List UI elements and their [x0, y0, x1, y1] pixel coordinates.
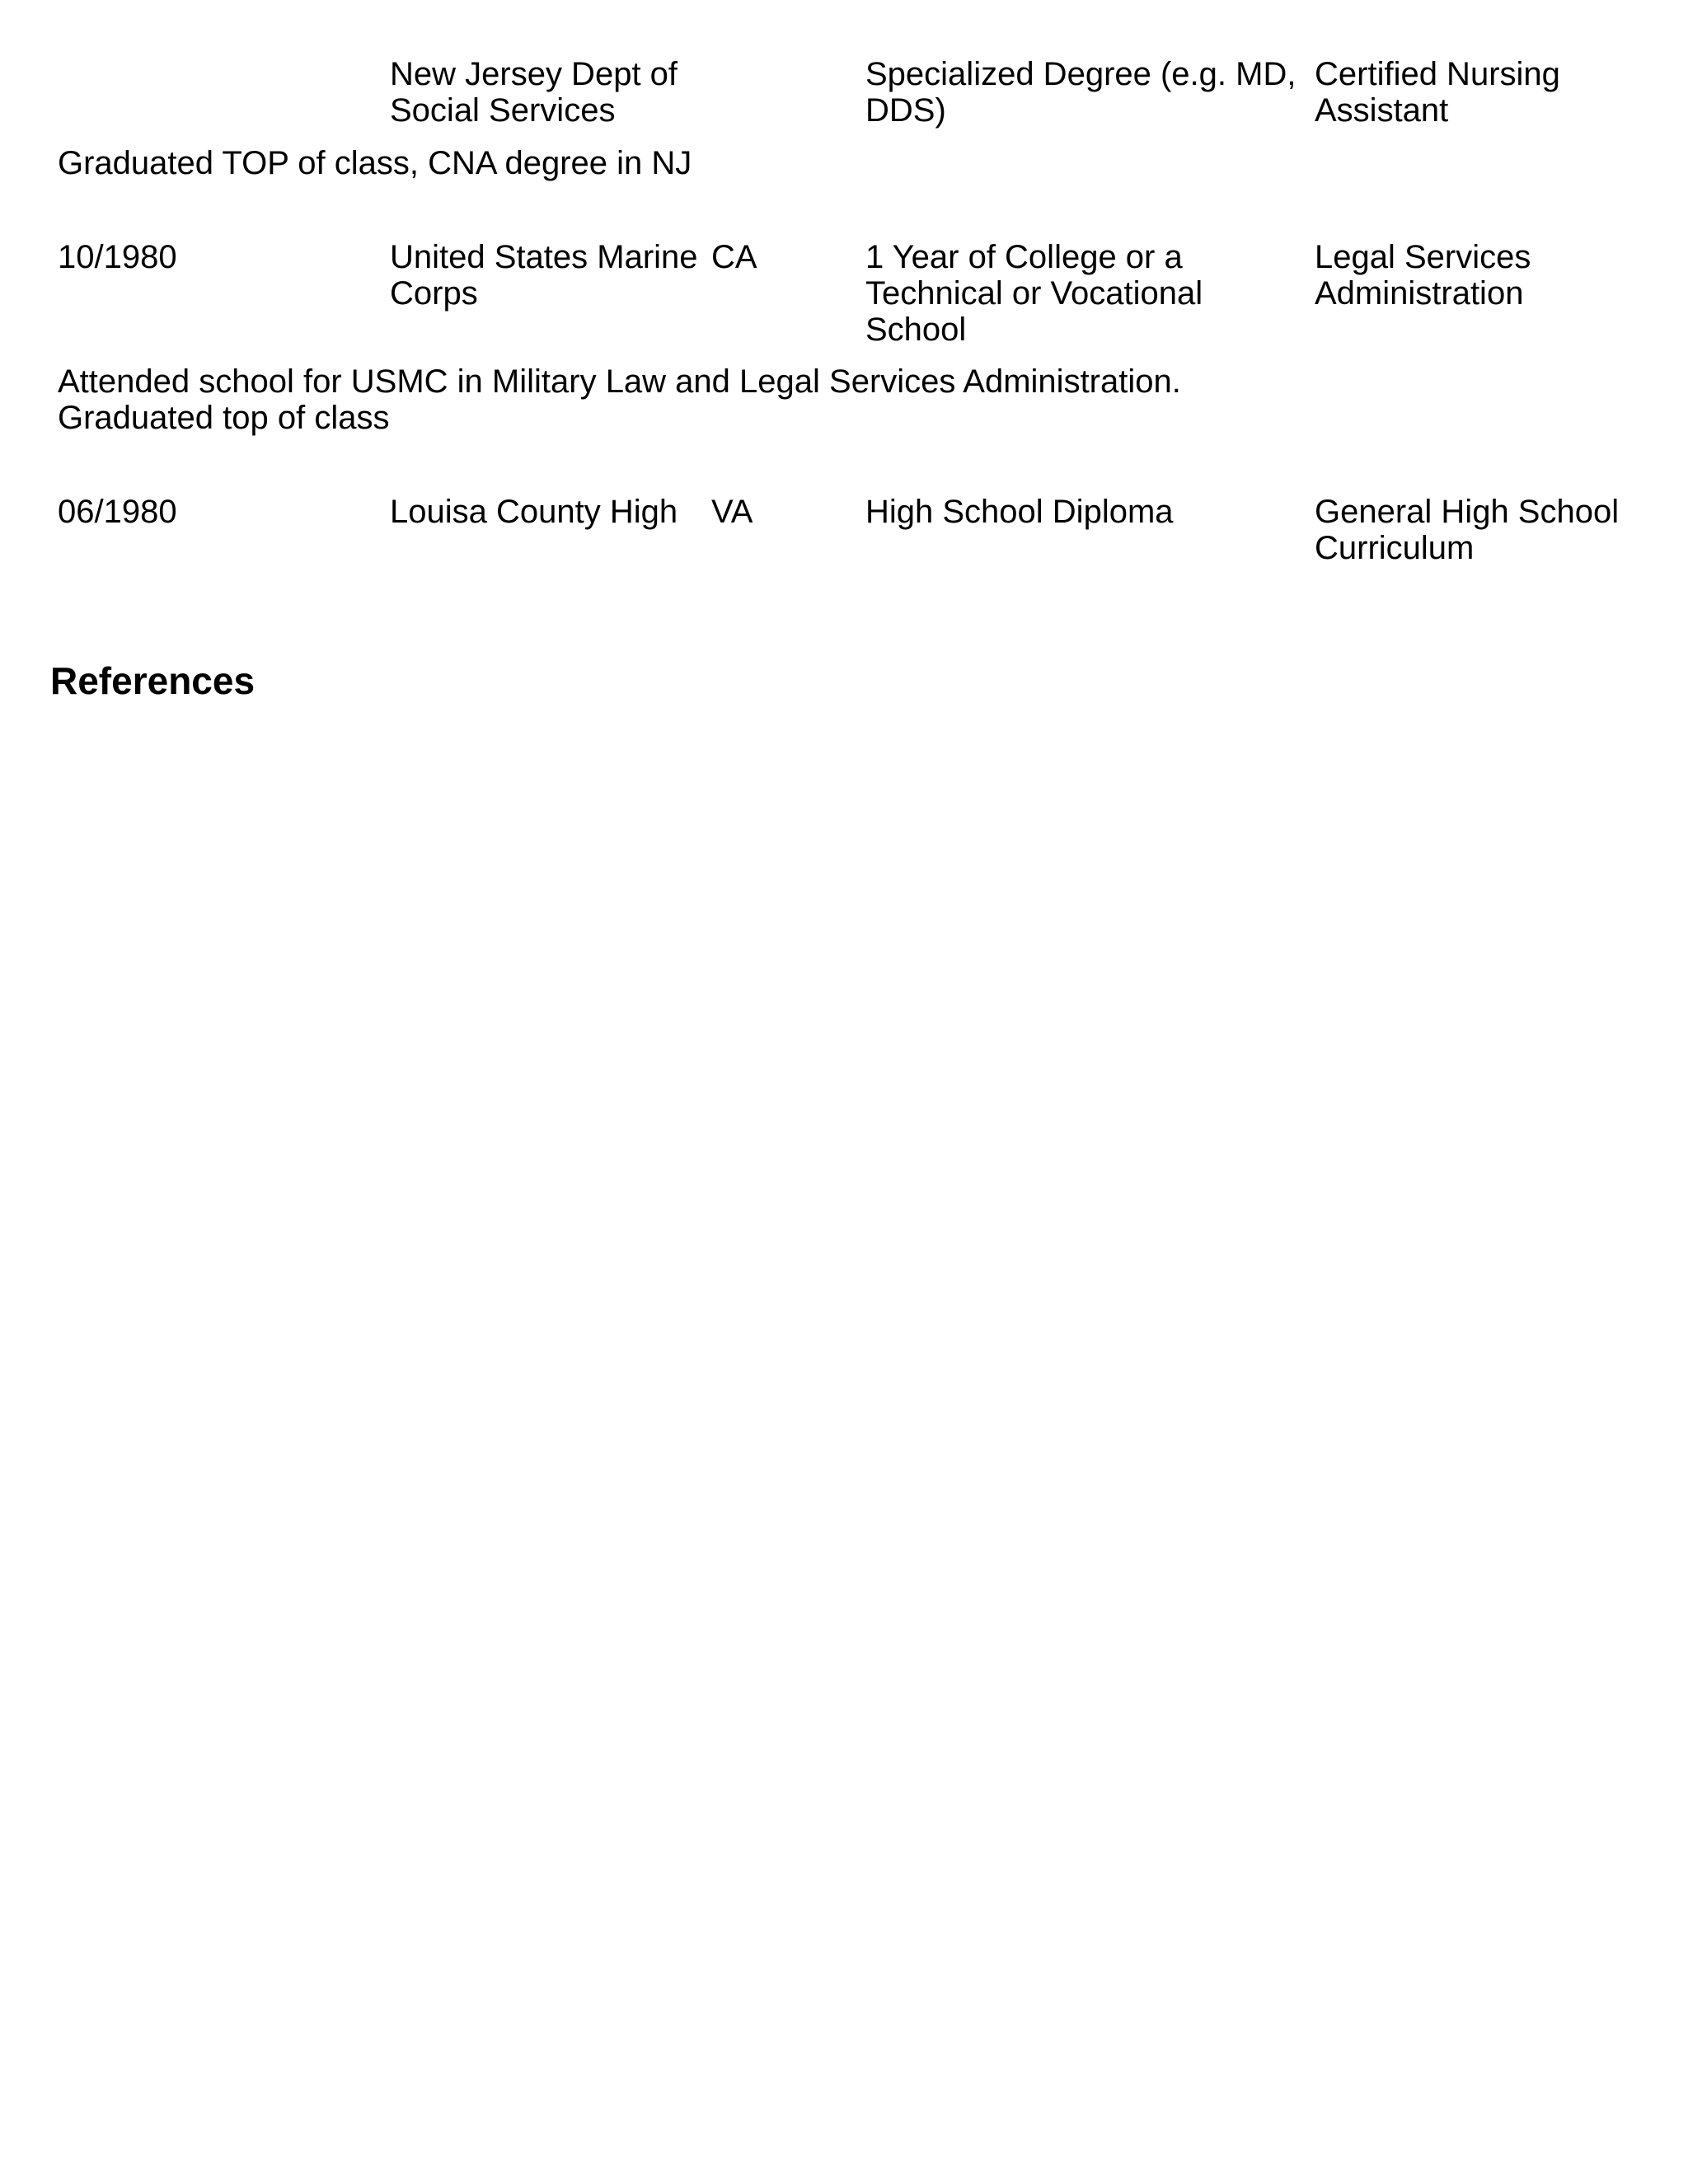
references-heading: References: [50, 659, 256, 702]
education-note: [58, 363, 1624, 436]
education-degree: Specialized Degree (e.g. MD, DDS): [865, 56, 1296, 129]
education-state: CA: [711, 239, 757, 275]
education-note-line: Attended school for USMC in Military Law and Legal Services Administration.: [58, 363, 1181, 400]
education-degree: 1 Year of College or a Technical or Vocational School: [865, 239, 1203, 348]
education-school: United States Marine Corps: [390, 239, 698, 312]
education-state: VA: [711, 494, 753, 530]
education-note: Graduated TOP of class, CNA degree in NJ: [58, 145, 692, 181]
education-date: 10/1980: [58, 239, 177, 275]
education-major: Certified Nursing Assistant: [1315, 56, 1560, 129]
education-note-line: Graduated top of class: [58, 400, 390, 436]
education-school: New Jersey Dept of Social Services: [390, 56, 678, 129]
education-degree: High School Diploma: [865, 494, 1174, 530]
education-school: Louisa County High: [390, 494, 678, 530]
education-major: General High School Curriculum: [1315, 494, 1620, 566]
education-major: Legal Services Administration: [1315, 239, 1531, 312]
education-date: 06/1980: [58, 494, 177, 530]
